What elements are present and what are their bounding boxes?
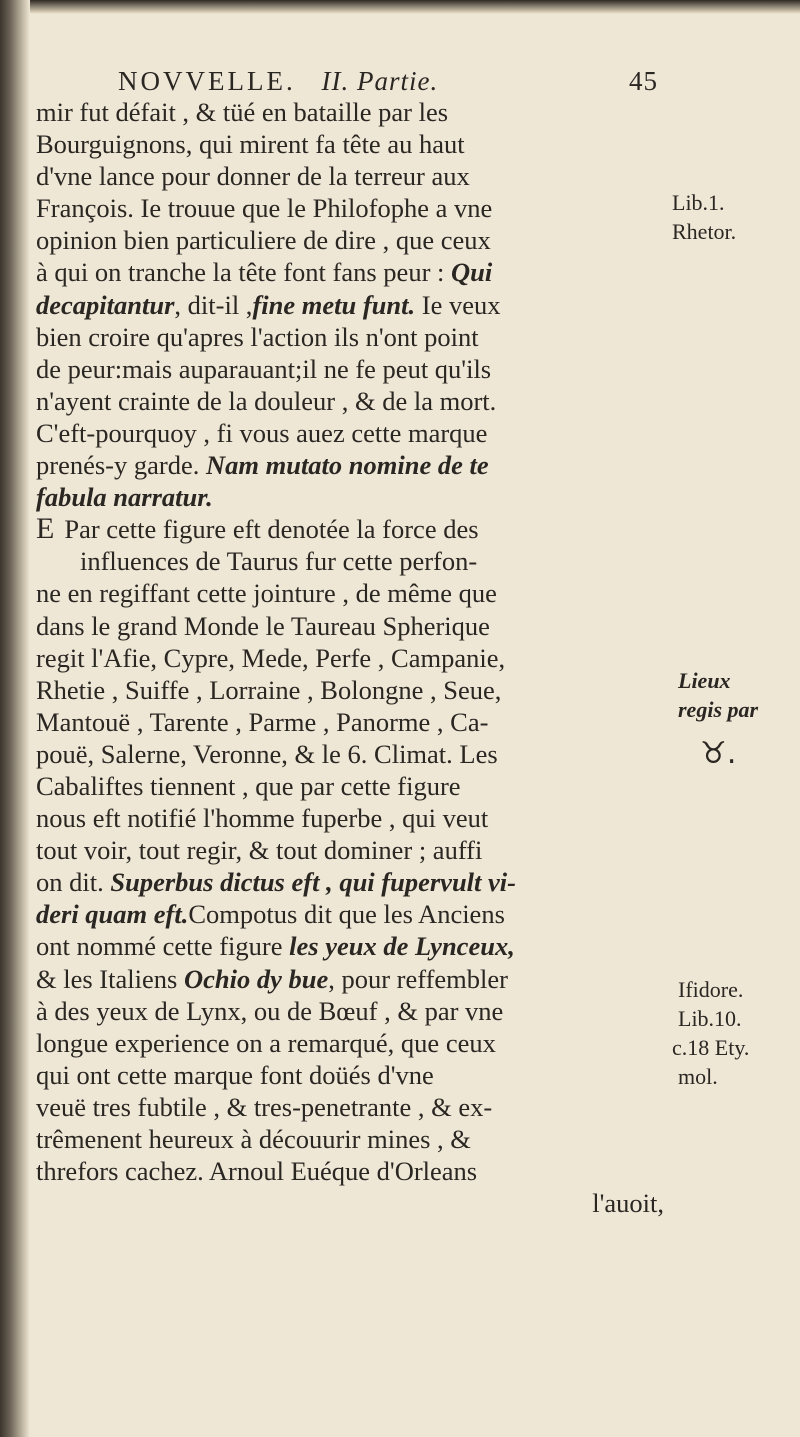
main-text-block: [36, 96, 664, 1219]
text-run: ont nommé cette figure: [36, 931, 283, 962]
text-line: [36, 513, 664, 545]
text-line: influences de Taurus fur cette perfon-: [80, 546, 478, 577]
page-number: 45: [629, 66, 658, 96]
text-run: on dit.: [36, 867, 104, 898]
italian-phrase: Ochio dy bue: [183, 963, 329, 994]
text-line: regit l'Afie, Cypre, Mede, Perfe , Campanie,: [36, 642, 506, 673]
margin-line: Lib.10.: [678, 1006, 742, 1031]
latin-phrase: fine metu funt.: [252, 289, 416, 320]
text-line: Rhetie , Suiffe , Lorraine , Bolongne , Seue,: [36, 674, 502, 705]
book-gutter-shadow: [0, 0, 30, 1437]
text-line: opinion bien particuliere de dire , que ceux: [36, 225, 491, 256]
margin-note-isidore: [672, 975, 800, 1091]
text-line: [36, 898, 664, 930]
text-line: François. Ie trouue que le Philofophe a vne: [36, 193, 493, 224]
text-line: mir fut défait , & tüé en bataille par les: [36, 97, 449, 127]
italic-phrase: les yeux de Lynceux,: [289, 931, 515, 962]
margin-line: Ifidore.: [678, 977, 744, 1002]
text-run: , dit-il ,: [174, 289, 253, 320]
text-line: [36, 963, 664, 995]
text-line: de peur:mais auparauant;il ne fe peut qu'ils: [36, 353, 492, 384]
text-line: dans le grand Monde le Taureau Spherique: [36, 610, 490, 641]
text-line: Bourguignons, qui mirent fa tête au haut: [36, 129, 465, 160]
text-line: [36, 930, 664, 962]
text-line: d'vne lance pour donner de la terreur aux: [36, 161, 470, 192]
margin-line: mol.: [678, 1064, 718, 1089]
text-line: threfors cachez. Arnoul Euéque d'Orleans: [36, 1156, 478, 1187]
text-line: Cabaliftes tiennent , que par cette figure: [36, 770, 461, 801]
text-run: Compotus dit que les Anciens: [188, 899, 505, 930]
text-run: prenés-y garde.: [36, 450, 200, 481]
latin-phrase: Nam mutato nomine de te: [205, 450, 489, 481]
header-part: II. Partie.: [321, 66, 439, 96]
text-line: veuë tres fubtile , & tres-penetrante , & ex-: [36, 1091, 493, 1122]
text-line: n'ayent crainte de la douleur , & de la mort.: [36, 385, 497, 416]
margin-line: Lieux: [678, 668, 731, 693]
margin-line: Rhetor.: [672, 219, 737, 244]
latin-phrase: deri quam eft.: [36, 899, 189, 930]
text-run: Par cette figure eft denotée la force des: [64, 514, 479, 545]
margin-note-rhetor: [672, 188, 800, 246]
latin-phrase: fabula narratur.: [36, 482, 213, 513]
text-line: à des yeux de Lynx, ou de Bœuf , & par vne: [36, 995, 504, 1026]
margin-line: regis par: [678, 697, 759, 722]
header-title: NOVVELLE.: [118, 66, 296, 96]
text-line: [36, 866, 664, 898]
latin-phrase: Qui: [451, 257, 493, 288]
text-line: tout voir, tout regir, & tout dominer ; auffi: [36, 835, 483, 866]
text-line: trêmenent heureux à découurir mines , &: [36, 1124, 471, 1154]
text-line: [36, 449, 664, 481]
text-line: C'eft-pourquoy , fi vous auez cette marque: [36, 417, 488, 448]
text-run: & les Italiens: [36, 963, 178, 994]
text-line: ne en regiffant cette jointure , de même que: [36, 578, 497, 609]
margin-line: c.18 Ety.: [672, 1035, 750, 1060]
text-line: qui ont cette marque font doüés d'vne: [36, 1059, 434, 1090]
margin-line: Lib.1.: [672, 190, 725, 215]
text-line: [36, 481, 664, 513]
latin-phrase: Superbus dictus eft , qui fupervult vi-: [110, 867, 516, 898]
section-letter: E: [36, 513, 55, 546]
text-line: nous eft notifié l'homme fuperbe , qui veut: [36, 803, 489, 834]
taurus-sign-icon: ♉.: [700, 736, 737, 771]
page-top-edge: [0, 0, 800, 14]
text-line: [36, 289, 664, 321]
text-line: longue experience on a remarqué, que ceux: [36, 1027, 496, 1058]
margin-note-lieux: [678, 666, 800, 724]
text-run: à qui on tranche la tête font fans peur :: [36, 257, 445, 288]
text-run: Ie veux: [421, 289, 501, 320]
text-line: Mantouë , Tarente , Parme , Panorme , Ca-: [36, 706, 489, 737]
latin-phrase: decapitantur: [36, 289, 175, 320]
text-line: [36, 256, 664, 288]
text-run: , pour reffembler: [328, 963, 508, 994]
text-line: pouë, Salerne, Veronne, & le 6. Climat. Les: [36, 738, 498, 769]
text-line: bien croire qu'apres l'action ils n'ont point: [36, 321, 479, 352]
text-line-catchword: l'auoit,: [592, 1188, 664, 1219]
